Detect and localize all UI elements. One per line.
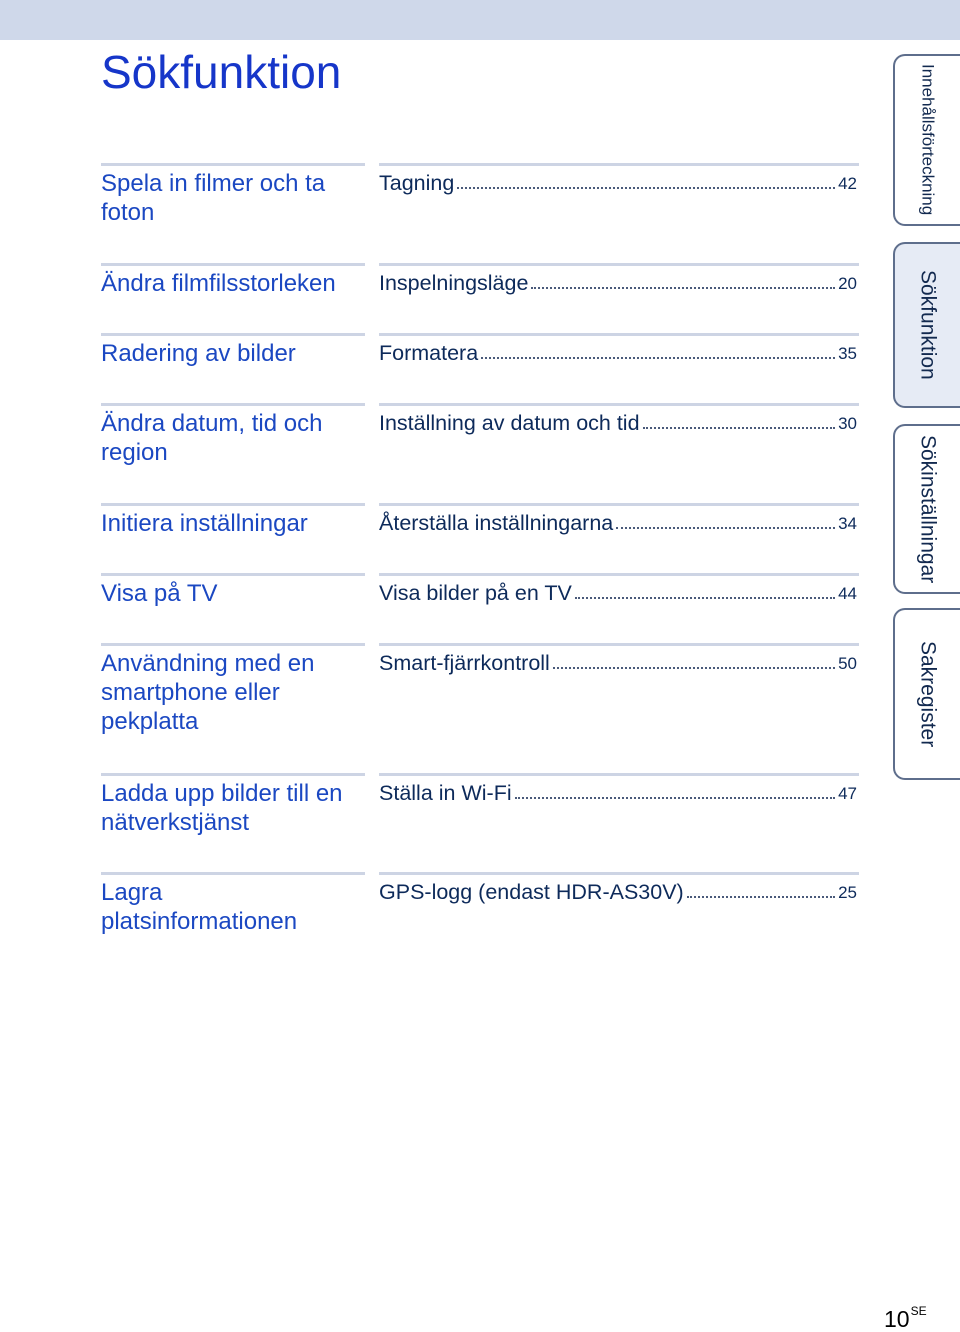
row-divider bbox=[101, 643, 859, 646]
row-label: Spela in filmer och ta foton bbox=[101, 170, 326, 226]
dot-leader bbox=[575, 596, 835, 599]
entry-text: Formatera bbox=[379, 341, 479, 365]
entry-page: 30 bbox=[838, 414, 857, 433]
row-link[interactable] bbox=[379, 509, 857, 538]
dot-leader bbox=[616, 526, 835, 529]
entry-text: Ställa in Wi-Fi bbox=[379, 781, 512, 805]
row-divider bbox=[101, 872, 859, 875]
row-divider bbox=[101, 573, 859, 576]
entry-page: 25 bbox=[838, 883, 857, 902]
row-label: Visa på TV bbox=[101, 580, 218, 607]
entry-page: 42 bbox=[838, 174, 857, 193]
tab-sakregister[interactable] bbox=[893, 608, 960, 780]
tab-sokfunktion[interactable] bbox=[893, 242, 960, 408]
page-title: Sökfunktion bbox=[101, 46, 342, 98]
entry-page: 20 bbox=[838, 274, 857, 293]
entry-text: Smart-fjärrkontroll bbox=[379, 651, 550, 675]
row-label: Ladda upp bilder till en nätverkstjänst bbox=[101, 780, 343, 836]
row-label: Användning med en smartphone eller pekplatta bbox=[101, 650, 315, 735]
entry-page: 47 bbox=[838, 784, 857, 803]
row-label: Ändra filmfilsstorleken bbox=[101, 270, 336, 297]
row-label: Initiera inställningar bbox=[101, 510, 308, 537]
tab-label: Sakregister bbox=[916, 640, 940, 748]
dot-leader bbox=[553, 666, 835, 669]
row-link[interactable] bbox=[379, 409, 857, 438]
entry-text: Tagning bbox=[379, 171, 455, 195]
row-link[interactable] bbox=[379, 169, 857, 198]
dot-leader bbox=[531, 286, 835, 289]
row-link[interactable] bbox=[379, 269, 857, 298]
row-link[interactable] bbox=[379, 779, 857, 808]
entry-page: 35 bbox=[838, 344, 857, 363]
dot-leader bbox=[457, 186, 835, 189]
row-divider bbox=[101, 503, 859, 506]
entry-page: 44 bbox=[838, 584, 857, 603]
header-band bbox=[0, 0, 960, 40]
row-link[interactable] bbox=[379, 339, 857, 368]
row-label: Lagra platsinformationen bbox=[101, 879, 298, 935]
entry-page: 34 bbox=[838, 514, 857, 533]
entry-text: Visa bilder på en TV bbox=[379, 581, 572, 605]
row-divider bbox=[101, 403, 859, 406]
page-number-value: 10 bbox=[884, 1306, 910, 1332]
row-divider bbox=[101, 333, 859, 336]
row-label: Radering av bilder bbox=[101, 340, 296, 367]
row-link[interactable] bbox=[379, 878, 857, 907]
entry-text: GPS-logg (endast HDR-AS30V) bbox=[379, 880, 684, 904]
tab-innehallsforteckning[interactable] bbox=[893, 54, 960, 226]
page-number bbox=[884, 1298, 927, 1332]
entry-page: 50 bbox=[838, 654, 857, 673]
row-link[interactable] bbox=[379, 579, 857, 608]
dot-leader bbox=[687, 895, 835, 898]
page-number-suffix: SE bbox=[910, 1304, 927, 1318]
row-divider bbox=[101, 263, 859, 266]
tab-label: Innehållsförteckning bbox=[918, 64, 938, 216]
tab-label: Sökinställningar bbox=[916, 434, 940, 584]
entry-text: Inställning av datum och tid bbox=[379, 411, 640, 435]
row-divider bbox=[101, 773, 859, 776]
dot-leader bbox=[515, 796, 835, 799]
entry-text: Inspelningsläge bbox=[379, 271, 529, 295]
row-label: Ändra datum, tid och region bbox=[101, 410, 323, 466]
row-link[interactable] bbox=[379, 649, 857, 678]
entry-text: Återställa inställningarna bbox=[379, 511, 614, 535]
dot-leader bbox=[643, 426, 836, 429]
row-divider bbox=[101, 163, 859, 166]
dot-leader bbox=[481, 356, 835, 359]
tab-label: Sökfunktion bbox=[916, 270, 940, 380]
tab-sokinstallningar[interactable] bbox=[893, 424, 960, 594]
